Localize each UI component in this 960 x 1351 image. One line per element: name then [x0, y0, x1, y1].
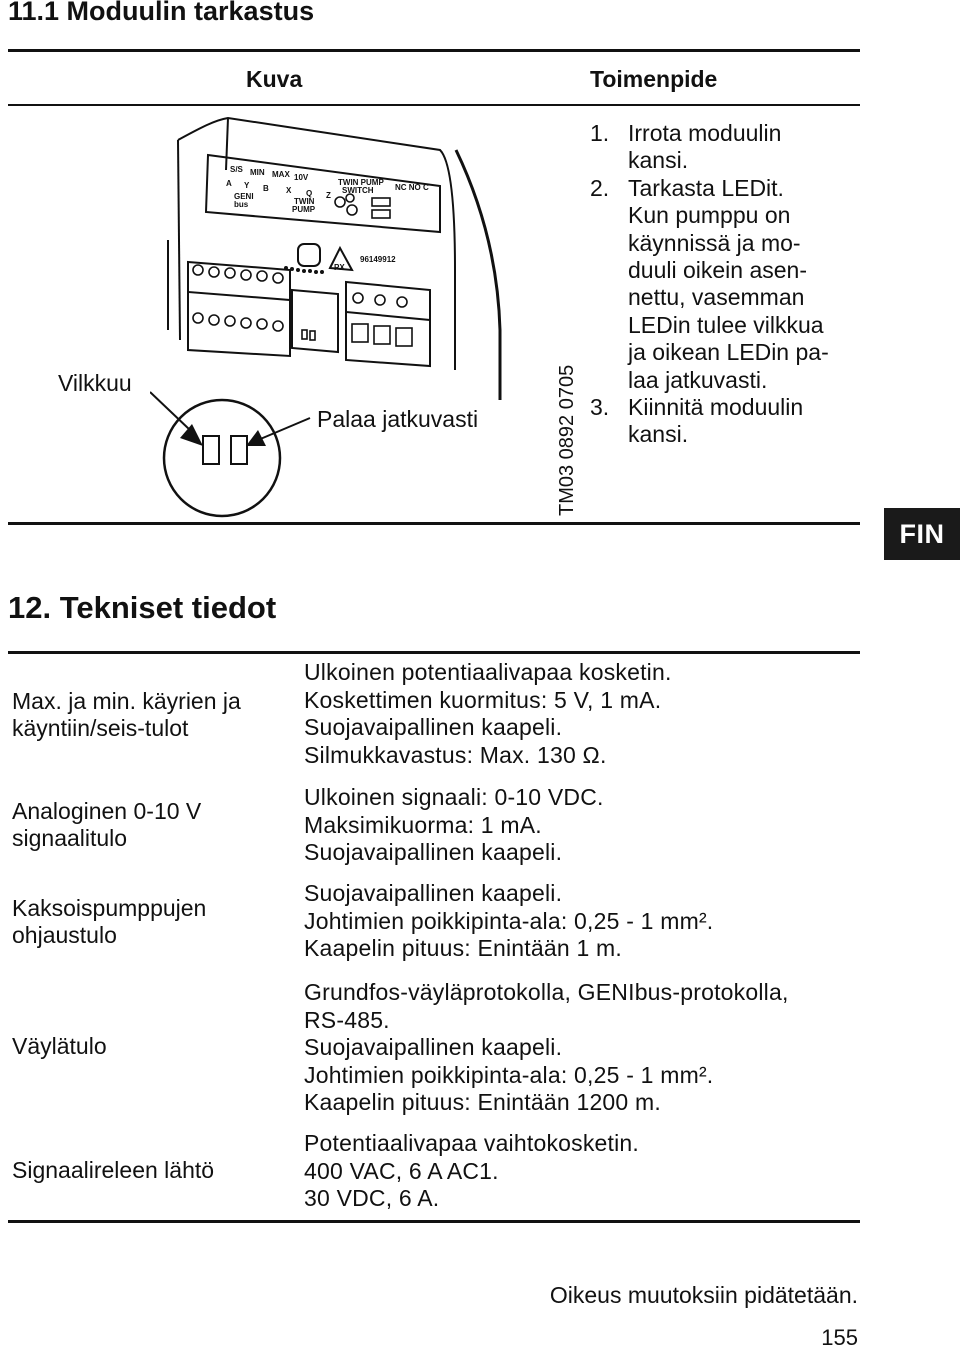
header-rule — [8, 104, 860, 106]
fig-label-geni-2: bus — [234, 200, 249, 209]
procedure-steps — [590, 120, 860, 449]
fig-label-a: A — [226, 179, 232, 188]
spec-label: Kaksoispumppujen ohjaustulo — [12, 895, 207, 949]
procedure-step — [590, 175, 860, 394]
step-line: Kiinnitä moduulin — [628, 394, 804, 421]
step-number: 3. — [590, 394, 610, 421]
fig-label-max: MAX — [272, 170, 290, 179]
figure-code: TM03 0892 0705 — [556, 364, 578, 516]
step-line: käynnissä ja mo- — [628, 229, 801, 256]
footer-note: Oikeus muutoksiin pidätetään. — [549, 1282, 858, 1308]
fig-label-geni-1: GENI — [234, 192, 254, 201]
spec-value: Ulkoinen potentiaalivapaa kosketin. Koskettimen kuormitus: 5 V, 1 mA. Suojavaipallinen kaapeli. Silmukkavastus: Max. 130 Ω. — [304, 659, 672, 768]
fig-label-nc-no-c: NC NO C — [395, 183, 429, 192]
column-header-toimenpide: Toimenpide — [590, 66, 718, 92]
fig-label-b: B — [263, 184, 269, 193]
spec-label: Max. ja min. käyrien ja käyntiin/seis-tulot — [12, 688, 241, 742]
step-line: nettu, vasemman — [628, 284, 805, 311]
fig-label-q: Q — [306, 189, 313, 198]
fig-label-px: PX — [334, 263, 345, 272]
step-line: Kun pumppu on — [628, 202, 791, 229]
fig-label-min: MIN — [250, 168, 265, 177]
spec-value: Ulkoinen signaali: 0-10 VDC. Maksimikuorma: 1 mA. Suojavaipallinen kaapeli. — [304, 784, 604, 866]
tech-table-bottom-rule — [8, 1220, 860, 1223]
table-bottom-rule — [8, 522, 860, 525]
fig-label-y: Y — [244, 181, 250, 190]
procedure-step — [590, 394, 860, 449]
step-line: Tarkasta LEDit. — [628, 174, 784, 201]
fig-label-twin-pump-switch-2: SWITCH — [342, 186, 374, 195]
table-top-rule — [8, 49, 860, 52]
label-vilkkuu: Vilkkuu — [58, 370, 132, 396]
fig-label-serial: 96149912 — [360, 255, 396, 264]
step-line: duuli oikein asen- — [628, 257, 808, 284]
spec-label: Signaalireleen lähtö — [12, 1157, 215, 1183]
section-title: 11.1 Moduulin tarkastus — [8, 0, 315, 26]
fig-label-twin-1: TWIN — [294, 197, 315, 206]
column-header-kuva: Kuva — [246, 66, 303, 92]
spec-value: Suojavaipallinen kaapeli. Johtimien poikkipinta-ala: 0,25 - 1 mm². Kaapelin pituus: Enintään 1 m. — [304, 880, 714, 962]
fig-label-twin-pump-switch-1: TWIN PUMP — [338, 178, 384, 187]
fig-label-twin-2: PUMP — [292, 205, 316, 214]
step-number: 2. — [590, 174, 610, 201]
step-line: laa jatkuvasti. — [628, 366, 768, 393]
spec-label: Väylätulo — [12, 1033, 107, 1059]
fig-label-ss: S/S — [230, 165, 243, 174]
step-number: 1. — [590, 120, 610, 146]
step-line: kansi. — [628, 147, 689, 174]
fig-label-z: Z — [326, 191, 331, 200]
label-palaa-jatkuvasti: Palaa jatkuvasti — [317, 406, 479, 432]
step-line: kansi. — [628, 421, 689, 448]
spec-value: Grundfos-väyläprotokolla, GENIbus-protokolla, RS-485. Suojavaipallinen kaapeli. Johtimien poikkipinta-ala: 0,25 - 1 mm². Kaapelin pituus: Enintään 1200 m. — [304, 979, 789, 1116]
module-figure — [150, 112, 550, 522]
section-title-tech: 12. Tekniset tiedot — [8, 590, 277, 625]
step-line: Irrota moduulin — [628, 120, 782, 146]
fig-label-10v: 10V — [294, 173, 309, 182]
fig-label-x: X — [286, 186, 292, 195]
tech-table-top-rule — [8, 651, 860, 654]
step-line: LEDin tulee vilkkua — [628, 311, 824, 338]
language-badge: FIN — [884, 508, 960, 560]
page-number: 155 — [821, 1325, 858, 1350]
step-line: ja oikean LEDin pa- — [628, 339, 829, 366]
spec-value: Potentiaalivapaa vaihtokosketin. 400 VAC, 6 A AC1. 30 VDC, 6 A. — [304, 1130, 640, 1212]
procedure-step — [590, 120, 860, 175]
spec-label: Analoginen 0-10 V signaalitulo — [12, 798, 202, 852]
